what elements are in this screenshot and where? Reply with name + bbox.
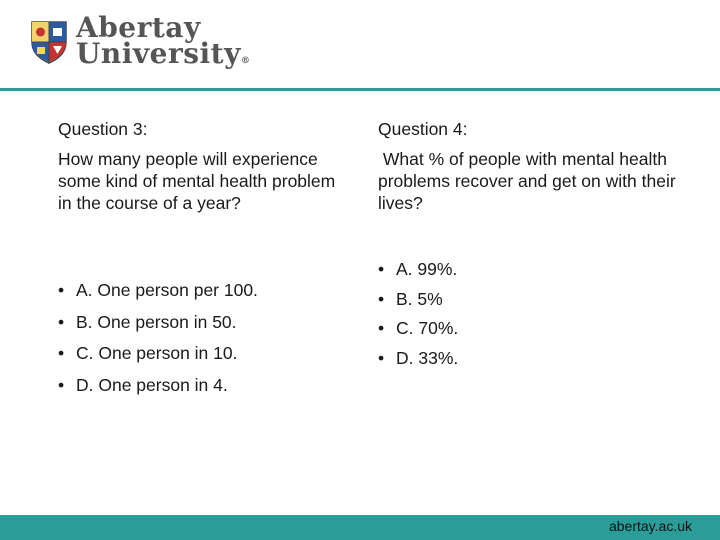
question-4-text: What % of people with mental health problems recover and get on with their lives?	[378, 149, 681, 213]
question-3-block	[58, 118, 348, 214]
question-4-option-d: • D. 33%.	[378, 347, 678, 369]
registered-mark: ®	[240, 56, 251, 66]
footer-bar	[0, 515, 720, 540]
question-3-option-a: • A. One person per 100.	[58, 279, 358, 301]
logo-line-1: Abertay	[76, 11, 201, 44]
logo-wordmark	[76, 11, 251, 74]
question-4-option-b: • B. 5%	[378, 288, 678, 310]
abertay-crest-icon	[30, 20, 68, 64]
question-3-option-b: • B. One person in 50.	[58, 311, 358, 333]
question-3-text: How many people will experience some kind of mental health problem in the course of a year?	[58, 149, 336, 213]
logo-line-2	[76, 37, 251, 74]
question-3-options	[58, 279, 358, 405]
logo-line-2-text: University	[76, 37, 241, 70]
question-3-option-d: • D. One person in 4.	[58, 374, 358, 396]
question-4-title: Question 4:	[378, 119, 468, 139]
question-4-block	[378, 118, 681, 214]
question-4-option-c: • C. 70%.	[378, 317, 678, 339]
header-divider	[0, 88, 720, 91]
question-3-option-c: • C. One person in 10.	[58, 342, 358, 364]
question-4-options	[378, 258, 678, 376]
question-3-title: Question 3:	[58, 119, 148, 139]
question-4-option-a: • A. 99%.	[378, 258, 678, 280]
footer-website-link[interactable]: abertay.ac.uk	[608, 518, 692, 534]
